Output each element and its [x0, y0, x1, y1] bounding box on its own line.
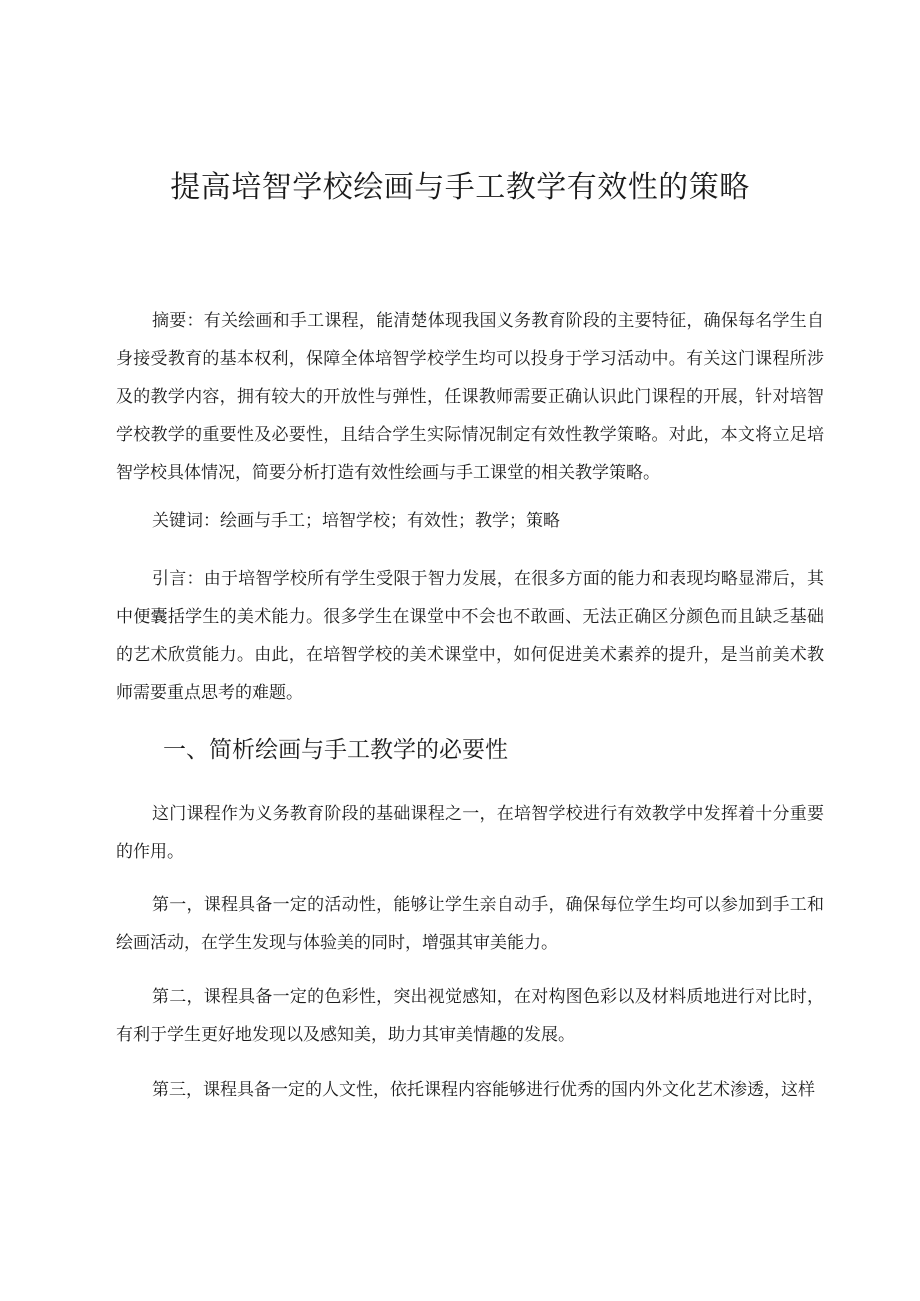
point-2-paragraph: 第二，课程具备一定的色彩性，突出视觉感知，在对构图色彩以及材料质地进行对比时，有利于学生更好地发现以及感知美，助力其审美情趣的发展。 [116, 987, 824, 1045]
point-1-paragraph: 第一，课程具备一定的活动性，能够让学生亲自动手，确保每位学生均可以参加到手工和绘画活动，在学生发现与体验美的同时，增强其审美能力。 [116, 895, 824, 953]
keywords-paragraph: 关键词：绘画与手工；培智学校；有效性；教学；策略 [152, 511, 560, 531]
document-title: 提高培智学校绘画与手工教学有效性的策略 [170, 170, 750, 205]
introduction-paragraph: 引言：由于培智学校所有学生受限于智力发展，在很多方面的能力和表现均略显滞后，其中便囊括学生的美术能力。很多学生在课堂中不会也不敢画、无法正确区分颜色而且缺乏基础的艺术欣赏能力。由此，在培智学校的美术课堂中，如何促进美术素养的提升，是当前美术教师需要重点思考的难题。 [116, 569, 824, 703]
abstract-paragraph: 摘要：有关绘画和手工课程，能清楚体现我国义务教育阶段的主要特征，确保每名学生自身接受教育的基本权利，保障全体培智学校学生均可以投身于学习活动中。有关这门课程所涉及的教学内容，拥有较大的开放性与弹性，任课教师需要正确认识此门课程的开展，针对培智学校教学的重要性及必要性，且结合学生实际情况制定有效性教学策略。对此，本文将立足培智学校具体情况，简要分析打造有效性绘画与手工课堂的相关教学策略。 [116, 311, 824, 483]
point-3-paragraph: 第三，课程具备一定的人文性，依托课程内容能够进行优秀的国内外文化艺术渗透，这样 [152, 1080, 815, 1100]
section-heading-1: 一、简析绘画与手工教学的必要性 [163, 737, 508, 763]
section1-intro-paragraph: 这门课程作为义务教育阶段的基础课程之一，在培智学校进行有效教学中发挥着十分重要的作用。 [116, 804, 824, 862]
